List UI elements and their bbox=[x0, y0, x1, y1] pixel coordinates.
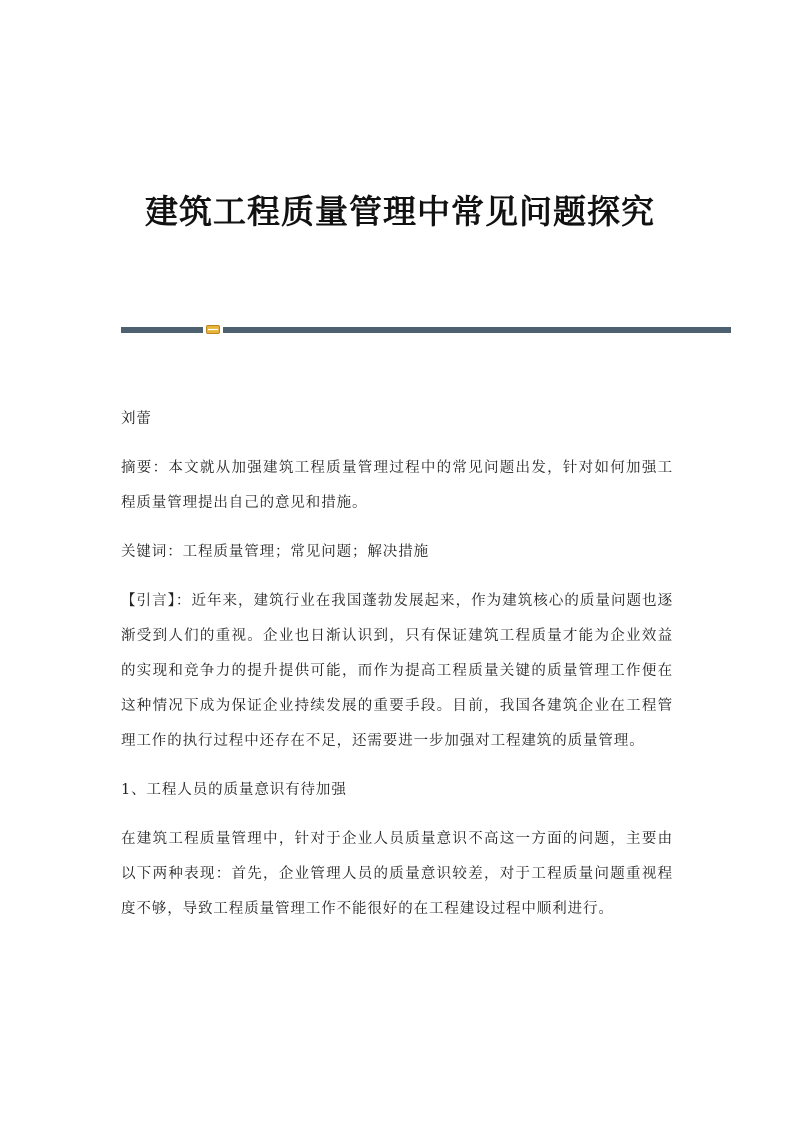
abstract-paragraph: 摘要：本文就从加强建筑工程质量管理过程中的常见问题出发，针对如何加强工程质量管理提出自己的意见和措施。 bbox=[121, 460, 673, 511]
pen-ornament-icon bbox=[206, 325, 220, 334]
divider-left-bar bbox=[121, 327, 203, 333]
section-body-paragraph: 在建筑工程质量管理中，针对于企业人员质量意识不高这一方面的问题，主要由以下两种表现：首先，企业管理人员的质量意识较差，对于工程质量问题重视程度不够，导致工程质量管理工作不能很好的在工程建设过程中顺利进行。 bbox=[121, 831, 673, 917]
intro-paragraph: 【引言】：近年来，建筑行业在我国蓬勃发展起来，作为建筑核心的质量问题也逐渐受到人们的重视。企业也日渐认识到，只有保证建筑工程质量才能为企业效益的实现和竞争力的提升提供可能，而作为提高工程质量关键的质量管理工作便在这种情况下成为保证企业持续发展的重要手段。目前，我国各建筑企业在工程管理工作的执行过程中还存在不足，还需要进一步加强对工程建筑的质量管理。 bbox=[121, 593, 673, 749]
page-title: 建筑工程质量管理中常见问题探究 bbox=[145, 192, 655, 231]
document-body bbox=[121, 402, 673, 941]
title-divider bbox=[121, 326, 731, 334]
section-heading: 1、工程人员的质量意识有待加强 bbox=[121, 782, 347, 798]
divider-right-bar bbox=[223, 327, 731, 333]
author-name: 刘蕾 bbox=[121, 411, 152, 427]
keywords-paragraph: 关键词：工程质量管理；常见问题；解决措施 bbox=[121, 544, 429, 560]
